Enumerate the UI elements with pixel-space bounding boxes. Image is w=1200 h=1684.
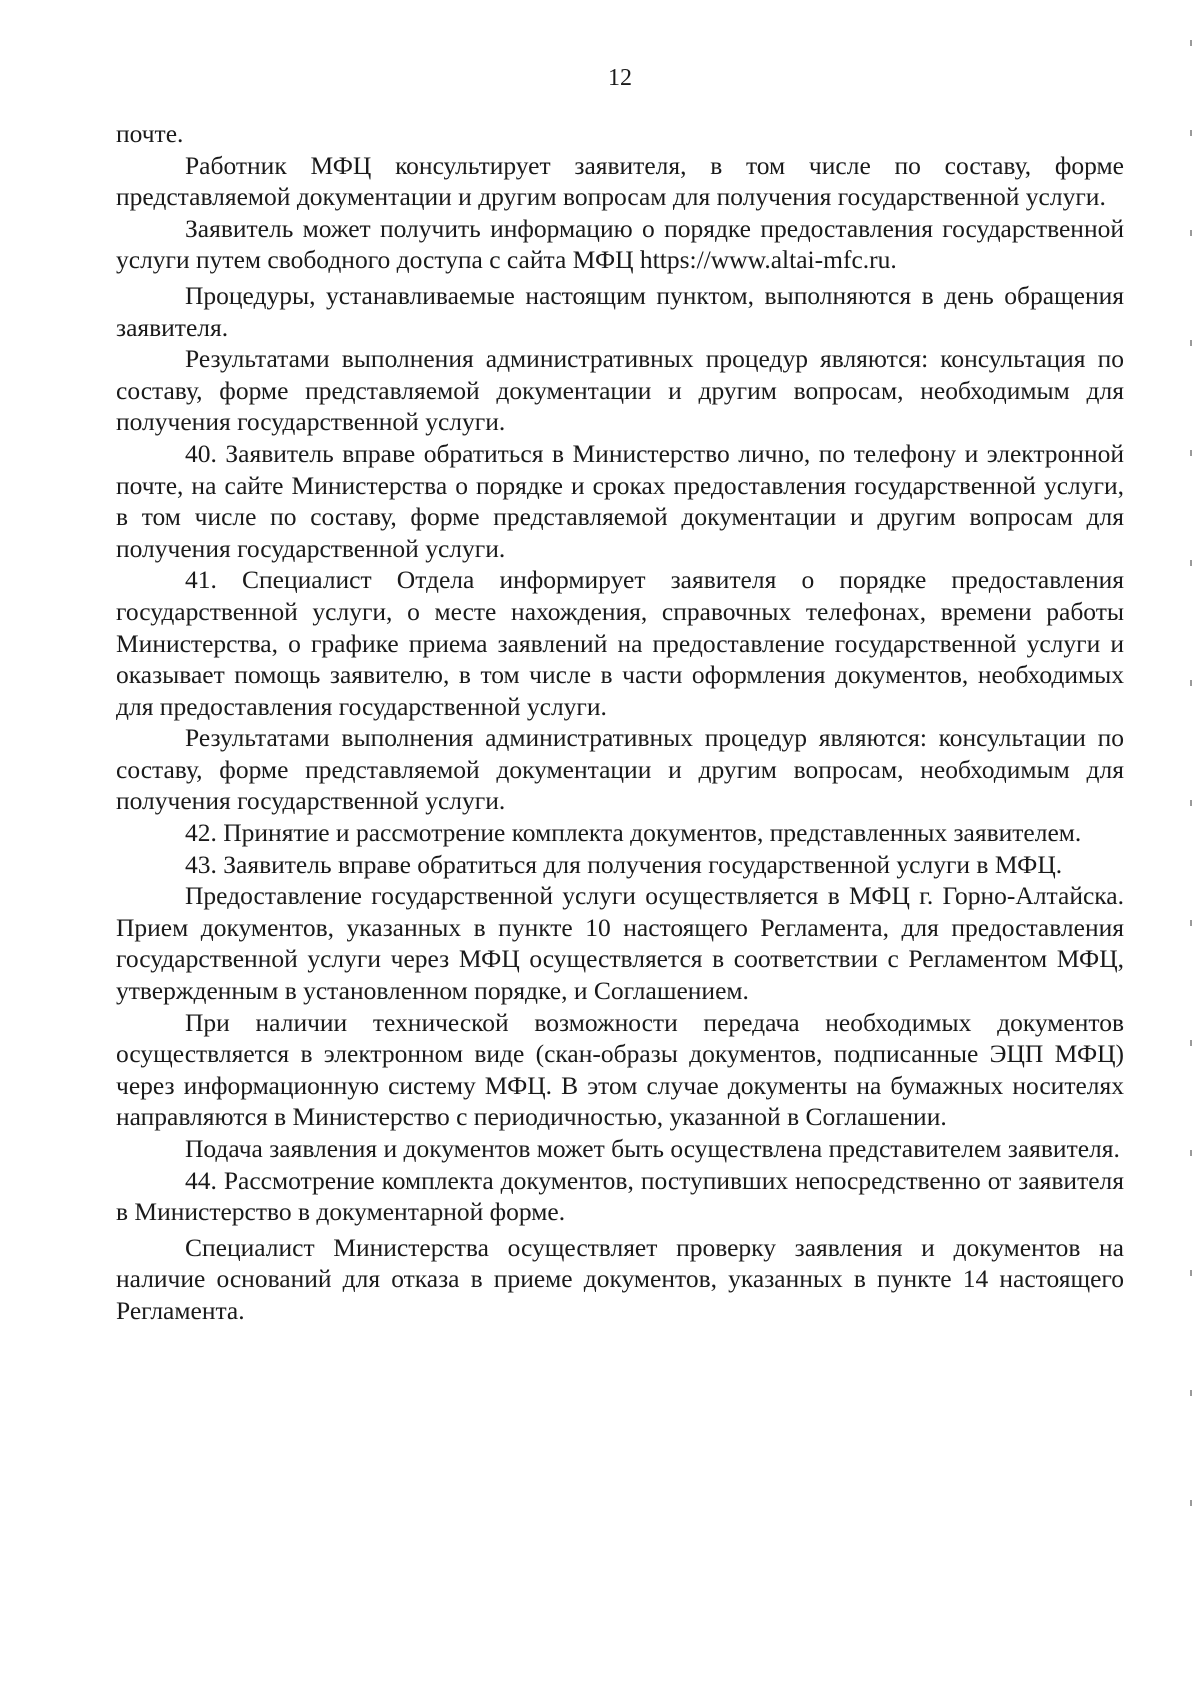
paragraph-item-40: 40. Заявитель вправе обратиться в Министерство лично, по телефону и электронной почте, на сайте Министерства о порядке и сроках предоставления государственной услуги, в том числе по составу, форме представляемой документации и другим вопросам для получения государственной услуги. [116, 438, 1124, 563]
paragraph-item-41: 41. Специалист Отдела информирует заявителя о порядке предоставления государственной услуги, о месте нахождения, справочных телефонах, времени работы Министерства, о графике приема заявлений на предоставление государственной услуги и оказывает помощь заявителю, в том числе в части оформления документов, необходимых для предоставления государственной услуги. [116, 565, 1124, 721]
document-body [116, 118, 1124, 1327]
paragraph-item-42: 42. Принятие и рассмотрение комплекта документов, представленных заявителем. [185, 818, 1082, 848]
paragraph: Заявитель может получить информацию о порядке предоставления государственной услуги путем свободного доступа с сайта МФЦ https://www.altai-mfc.ru. [116, 213, 1124, 275]
paragraph: Предоставление государственной услуги осуществляется в МФЦ г. Горно-Алтайска. Прием документов, указанных в пункте 10 настоящего Регламента, для предоставления государственной услуги через МФЦ осуществляется в соответствии с Регламентом МФЦ, утвержденным в установленном порядке, и Соглашением. [116, 881, 1124, 1006]
page-number: 12 [608, 65, 632, 91]
paragraph: Подача заявления и документов может быть осуществлена представителем заявителя. [185, 1134, 1120, 1163]
paragraph-item-44: 44. Рассмотрение комплекта документов, поступивших непосредственно от заявителя в Министерство в документарной форме. [116, 1165, 1124, 1227]
paragraph: Работник МФЦ консультирует заявителя, в том числе по составу, форме представляемой документации и другим вопросам для получения государственной услуги. [116, 150, 1124, 212]
paragraph: При наличии технической возможности передача необходимых документов осуществляется в электронном виде (скан-образы документов, подписанные ЭЦП МФЦ) через информационную систему МФЦ. В этом случае документы на бумажных носителях направляются в Министерство с периодичностью, указанной в Соглашении. [116, 1007, 1124, 1132]
paragraph: Результатами выполнения административных процедур являются: консультация по составу, форме представляемой документации и другим вопросам, необходимым для получения государственной услуги. [116, 344, 1124, 437]
paragraph: Специалист Министерства осуществляет проверку заявления и документов на наличие оснований для отказа в приеме документов, указанных в пункте 14 настоящего Регламента. [116, 1232, 1124, 1325]
paragraph: Процедуры, устанавливаемые настоящим пунктом, выполняются в день обращения заявителя. [116, 280, 1124, 342]
scan-edge-marks [1190, 40, 1194, 1540]
paragraph: Результатами выполнения административных процедур являются: консультации по составу, форме представляемой документации и другим вопросам, необходимым для получения государственной услуги. [116, 723, 1124, 816]
paragraph-item-43: 43. Заявитель вправе обратиться для получения государственной услуги в МФЦ. [185, 849, 1063, 879]
paragraph-continuation: почте. [116, 119, 184, 148]
